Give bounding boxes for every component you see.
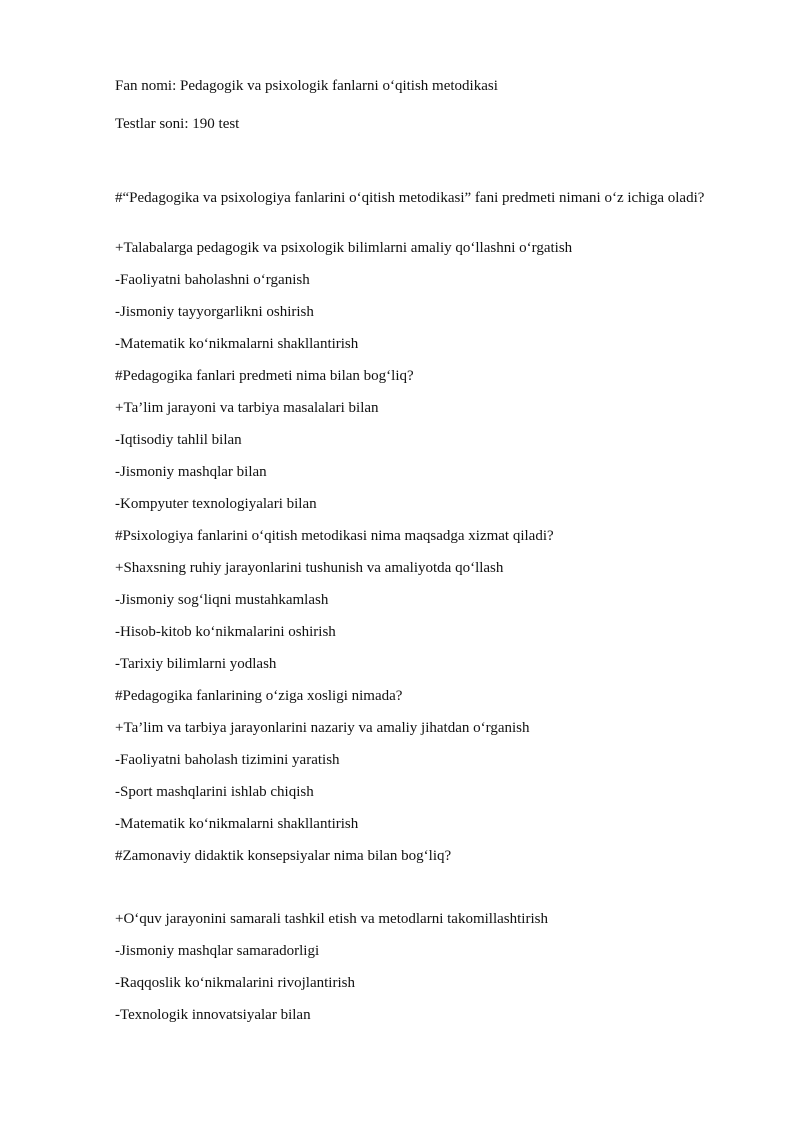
answer-4-3: -Sport mashqlarini ishlab chiqish: [115, 784, 314, 800]
answer-2-4: -Kompyuter texnologiyalari bilan: [115, 496, 317, 512]
question-5: #Zamonaviy didaktik konsepsiyalar nima bilan bog‘liq?: [115, 848, 452, 864]
answer-5-2: -Jismoniy mashqlar samaradorligi: [115, 943, 320, 959]
answer-4-1: +Ta’lim va tarbiya jarayonlarini nazariy va amaliy jihatdan o‘rganish: [115, 720, 530, 736]
answer-3-3: -Hisob-kitob ko‘nikmalarini oshirish: [115, 624, 336, 640]
answer-1-3: -Jismoniy tayyorgarlikni oshirish: [115, 304, 314, 320]
question-4: #Pedagogika fanlarining o‘ziga xosligi nimada?: [115, 688, 403, 704]
answer-4-4: -Matematik ko‘nikmalarni shakllantirish: [115, 816, 359, 832]
answer-4-2: -Faoliyatni baholash tizimini yaratish: [115, 752, 340, 768]
answer-3-4: -Tarixiy bilimlarni yodlash: [115, 656, 277, 672]
question-2: #Pedagogika fanlari predmeti nima bilan bog‘liq?: [115, 368, 414, 384]
answer-2-2: -Iqtisodiy tahlil bilan: [115, 432, 242, 448]
question-1: #“Pedagogika va psixologiya fanlarini o‘qitish metodikasi” fani predmeti nimani o‘z ichiga oladi?: [115, 190, 705, 206]
answer-3-2: -Jismoniy sog‘liqni mustahkamlash: [115, 592, 329, 608]
answer-5-4: -Texnologik innovatsiyalar bilan: [115, 1007, 311, 1023]
answer-1-1: +Talabalarga pedagogik va psixologik bilimlarni amaliy qo‘llashni o‘rgatish: [115, 240, 573, 256]
subject-line: Fan nomi: Pedagogik va psixologik fanlarni o‘qitish metodikasi: [115, 78, 498, 94]
answer-5-3: -Raqqoslik ko‘nikmalarini rivojlantirish: [115, 975, 355, 991]
answer-3-1: +Shaxsning ruhiy jarayonlarini tushunish va amaliyotda qo‘llash: [115, 560, 504, 576]
answer-2-3: -Jismoniy mashqlar bilan: [115, 464, 267, 480]
answer-1-2: -Faoliyatni baholashni o‘rganish: [115, 272, 310, 288]
question-3: #Psixologiya fanlarini o‘qitish metodikasi nima maqsadga xizmat qiladi?: [115, 528, 554, 544]
test-count-line: Testlar soni: 190 test: [115, 116, 240, 132]
answer-5-1: +O‘quv jarayonini samarali tashkil etish va metodlarni takomillashtirish: [115, 911, 548, 927]
answer-1-4: -Matematik ko‘nikmalarni shakllantirish: [115, 336, 359, 352]
answer-2-1: +Ta’lim jarayoni va tarbiya masalalari bilan: [115, 400, 379, 416]
